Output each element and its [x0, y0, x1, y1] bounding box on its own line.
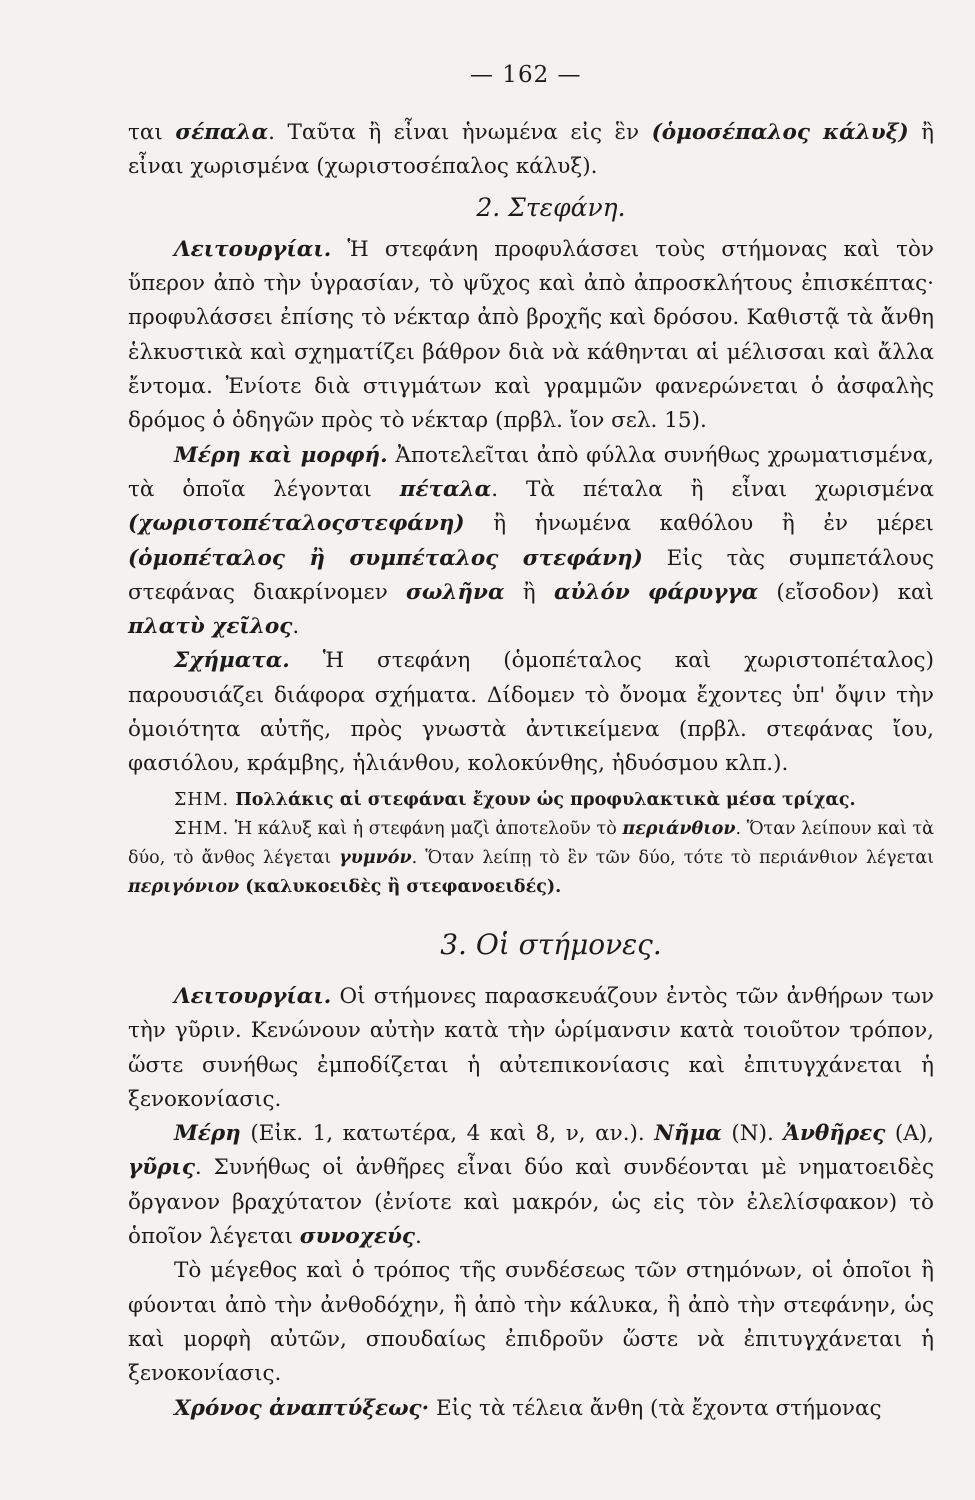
text-run: (καλυκοειδὲς ἢ στεφανοειδές).: [239, 876, 562, 897]
term-homosepalous: (ὁμοσέπαλος κάλυξ): [651, 120, 909, 145]
term-sympetalous: (ὁμοπέταλος ἢ συμπέταλος στεφάνη): [128, 545, 643, 571]
term-throat: φάρυγγα: [648, 579, 759, 605]
text-run: ἢ εἶναι χωρισμένα (χωριστοσέπαλος κάλυξ).: [128, 120, 934, 180]
term-development-time: Χρόνος ἀναπτύξεως·: [174, 1395, 430, 1421]
text-run: Ἡ στεφάνη (ὁμοπέταλος καὶ χωριστοπέταλος) παρουσιάζει διάφορα σχήματα. Δίδομεν τὸ ὄνομα ἔχοντες ὑπ' ὄψιν τὴν ὁμοιότητα αὐτῆς, πρὸς γνωστὰ ἀντικείμενα (πρβλ. στεφάνας ἴου, φασιόλου, κράμβης, ἡλιάνθου, κολοκύνθης, ἡδυόσμου κλπ.).: [128, 648, 934, 777]
term-shapes: Σχήματα.: [174, 648, 290, 674]
section-heading-corolla: 2. Στεφάνη.: [476, 192, 626, 222]
text-run: Ἡ στεφάνη προφυλάσσει τοὺς στήμονας καὶ τὸν ὕπερον ἀπὸ τὴν ὑγρασίαν, τὸ ψῦχος καὶ ἀπὸ ἀπροσκλήτους ἐπισκέπτας· προφυλάσσει ἐπίσης τὸ νέκταρ ἀπὸ βροχῆς καὶ δρόσου. Καθιστᾷ τὰ ἄνθη ἑλκυστικὰ καὶ σχηματίζει βάθρον διὰ νὰ κάθηνται αἱ μέλισσαι καὶ ἄλλα ἔντομα. Ἐνίοτε διὰ στιγμάτων καὶ γραμμῶν φανερώνεται ὁ ἀσφαλὴς δρόμος ὁ ὁδηγῶν πρὸς τὸ νέκταρ (πρβλ. ἴον σελ. 15).: [128, 236, 934, 434]
term-aulos: αὐλόν: [553, 579, 630, 605]
text-run: . Ὅταν λείπῃ τὸ ἓν τῶν δύο, τότε τὸ περιάνθιον λέγεται: [411, 847, 934, 868]
text-run: (εἴσοδον) καὶ: [758, 579, 934, 605]
term-naked: γυμνόν: [339, 847, 412, 868]
text-run: Τὸ μέγεθος καὶ ὁ τρόπος τῆς συνδέσεως τῶν στημόνων, οἱ ὁποῖοι ἢ φύονται ἀπὸ τὴν ἀνθοδόχην, ἢ ἀπὸ τὴν κάλυκα, ἢ ἀπὸ τὴν στεφάνην, ὡς καὶ μορφὴ αὐτῶν, σπουδαίως ἐπιδροῦν ὥστε νὰ ἐπιτυγχάνεται ἡ ξενοκονίασις.: [128, 1258, 934, 1387]
page-number: — 162 —: [470, 62, 582, 88]
text-run: Εἰς τὰς συμπετάλους στεφάνας διακρίνομεν: [128, 545, 934, 605]
text-run: . Ταῦτα ἢ εἶναι ἡνωμένα εἰς ἓν: [268, 120, 652, 145]
term-connective: συνοχεύς: [299, 1224, 415, 1250]
text-run: Ἡ κάλυξ καὶ ἡ στεφάνη μαζὶ ἀποτελοῦν τὸ: [229, 818, 623, 839]
text-run: (Α),: [885, 1121, 934, 1147]
term-petala: πέταλα: [399, 476, 492, 502]
page-text: [128, 116, 934, 1426]
text-run: . Τὰ πέταλα ἢ εἶναι χωρισμένα: [491, 476, 935, 502]
text-run: . Ὅταν λείπουν καὶ τὰ δύο, τὸ ἄνθος λέγεται: [128, 818, 934, 868]
text-run: ἢ: [504, 579, 554, 605]
text-run: Οἱ στήμονες παρασκευάζουν ἐντὸς τῶν ἀνθήρων των τὴν γῦριν. Κενώνουν αὐτὴν κατὰ τὴν ὡρίμανσιν κατὰ τοιοῦτον τρόπον, ὥστε συνήθως ἐμποδίζεται ἡ αὐτεπικονίασις καὶ ἐπιτυγχάνεται ἡ ξενοκονίασις.: [128, 983, 934, 1112]
term-choripetalous: (χωριστοπέταλοςστεφάνη): [128, 511, 465, 537]
paragraph-corolla-shapes: [128, 644, 934, 781]
note-hairs: [128, 786, 934, 815]
term-perigone: περιγόνιον: [128, 876, 240, 897]
text-run: ἢ ἡνωμένα καθόλου ἢ ἐν μέρει: [464, 511, 934, 537]
note-perianth: [128, 815, 934, 902]
text-run: Ἀποτελεῖται ἀπὸ φύλλα συνήθως χρωματισμένα, τὰ ὁποῖα λέγονται: [128, 442, 934, 502]
term-lip: πλατὺ χεῖλος: [128, 614, 293, 640]
text-run: Εἰς τὰ τέλεια ἄνθη (τὰ ἔχοντα στήμονας: [429, 1395, 882, 1421]
term-anthers: Ἀνθῆρες: [783, 1121, 886, 1147]
paragraph-stamens-functions: [128, 980, 934, 1117]
paragraph-development-time: [128, 1392, 934, 1426]
term-functions: Λειτουργίαι.: [174, 236, 332, 262]
term-perianth: περιάνθιον: [622, 818, 736, 839]
text-run: .: [292, 614, 300, 640]
note-label: ΣΗΜ.: [174, 818, 230, 839]
section-heading-stamens: 3. Οἱ στήμονες.: [440, 927, 662, 961]
text-run: ται: [128, 120, 176, 145]
text-run: .: [414, 1224, 422, 1250]
text-run: (Εἰκ. 1, κατωτέρα, 4 καὶ 8, ν, αν.).: [240, 1121, 655, 1147]
term-parts: Μέρη: [174, 1121, 241, 1147]
paragraph-stamens-connection: [128, 1254, 934, 1391]
term-pollen: γῦρις: [128, 1155, 195, 1181]
paragraph-sepals: [128, 116, 934, 185]
text-run: [630, 580, 648, 605]
note-label: ΣΗΜ.: [174, 789, 230, 810]
term-filament: Νῆμα: [654, 1121, 722, 1147]
paragraph-stamens-parts: [128, 1117, 934, 1254]
term-parts-form: Μέρη καὶ μορφή.: [174, 442, 388, 468]
term-sepala: σέπαλα: [175, 120, 269, 145]
text-run: (Ν).: [721, 1121, 784, 1147]
term-functions: Λειτουργίαι.: [174, 983, 332, 1009]
text-run: Πολλάκις αἱ στεφάναι ἔχουν ὡς προφυλακτικὰ μέσα τρίχας.: [229, 789, 856, 810]
paragraph-corolla-parts: [128, 439, 934, 645]
paragraph-corolla-functions: [128, 233, 934, 439]
text-run: . Συνήθως οἱ ἀνθῆρες εἶναι δύο καὶ συνδέονται μὲ νηματοειδὲς ὄργανον βραχύτατον (ἐνίοτε καὶ μακρόν, ὡς εἰς τὸν ἐλελίσφακον) τὸ ὁποῖον λέγεται: [128, 1155, 934, 1250]
term-tube: σωλῆνα: [406, 579, 505, 605]
